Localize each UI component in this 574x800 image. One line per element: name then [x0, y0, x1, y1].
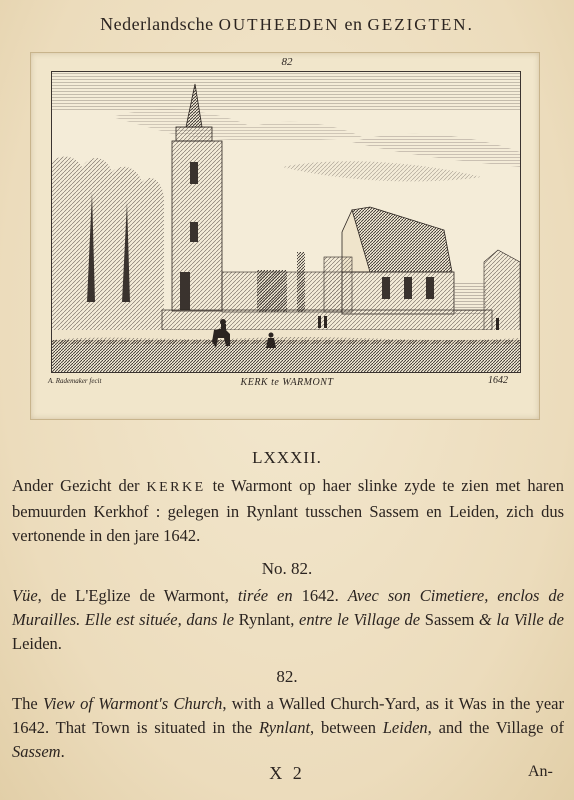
plate-year: 1642 [488, 375, 508, 386]
english-e1: The [12, 694, 43, 713]
english-e8: Sassem [12, 742, 61, 761]
french-v9: & la Ville de [478, 610, 564, 629]
english-e7: , and the Village of [427, 718, 564, 737]
french-v8: Sassem [420, 610, 479, 629]
header-connector: en [344, 14, 363, 34]
french-v10: Leiden. [12, 634, 62, 653]
plate-caption: KERK te WARMONT [240, 377, 334, 388]
english-e6: Leiden [382, 718, 428, 737]
english-e3: , with a Walled Church-Yard, as it Was in the year 1642. That Town is situated in the [12, 694, 565, 737]
signature-mark: X 2 [269, 763, 305, 783]
dutch-text-1: Ander Gezicht der [12, 476, 147, 495]
church-engraving-illustration [52, 72, 520, 372]
header-title2: GEZIGTEN. [367, 15, 474, 34]
dutch-text-2: te Warmont op haer slinke zyde te zien met haren bemuurden Kerkhof : gelegen in Rynlant tusschen Sassem en Leiden, zich dus vertonende in den jare 1642. [12, 476, 564, 545]
engraver-credit: A. Rademaker fecit [48, 377, 102, 385]
dutch-heading: LXXXII. [252, 448, 322, 467]
french-v5: Avec son Cimetiere, enclos de Murailles. Elle est située, dans le [12, 586, 565, 629]
english-e5: , between [310, 718, 383, 737]
running-header [0, 14, 574, 35]
dutch-kerke: KERKE [146, 480, 206, 495]
french-v6: Rynlant, [234, 610, 300, 629]
engraving-image [51, 71, 521, 373]
english-paragraph [12, 692, 564, 764]
french-v7: entre le Village de [299, 610, 421, 629]
dutch-paragraph [12, 474, 564, 548]
french-v1: Vüe [12, 586, 38, 605]
french-paragraph [12, 584, 564, 656]
french-v2: , de L'Eglize de Warmont, [37, 586, 238, 605]
english-e9: . [60, 742, 65, 761]
english-e4: Rynlant [259, 718, 311, 737]
french-heading: No. 82. [261, 559, 313, 578]
english-e2: View of Warmont's Church [43, 694, 223, 713]
french-v4: 1642. [292, 586, 348, 605]
catchword: An- [528, 763, 553, 780]
header-title: OUTHEEDEN [218, 15, 340, 34]
french-v3: tirée en [237, 586, 293, 605]
plate-number: 82 [281, 56, 293, 68]
english-heading: 82. [276, 667, 298, 686]
header-prefix: Nederlandsche [100, 14, 214, 34]
